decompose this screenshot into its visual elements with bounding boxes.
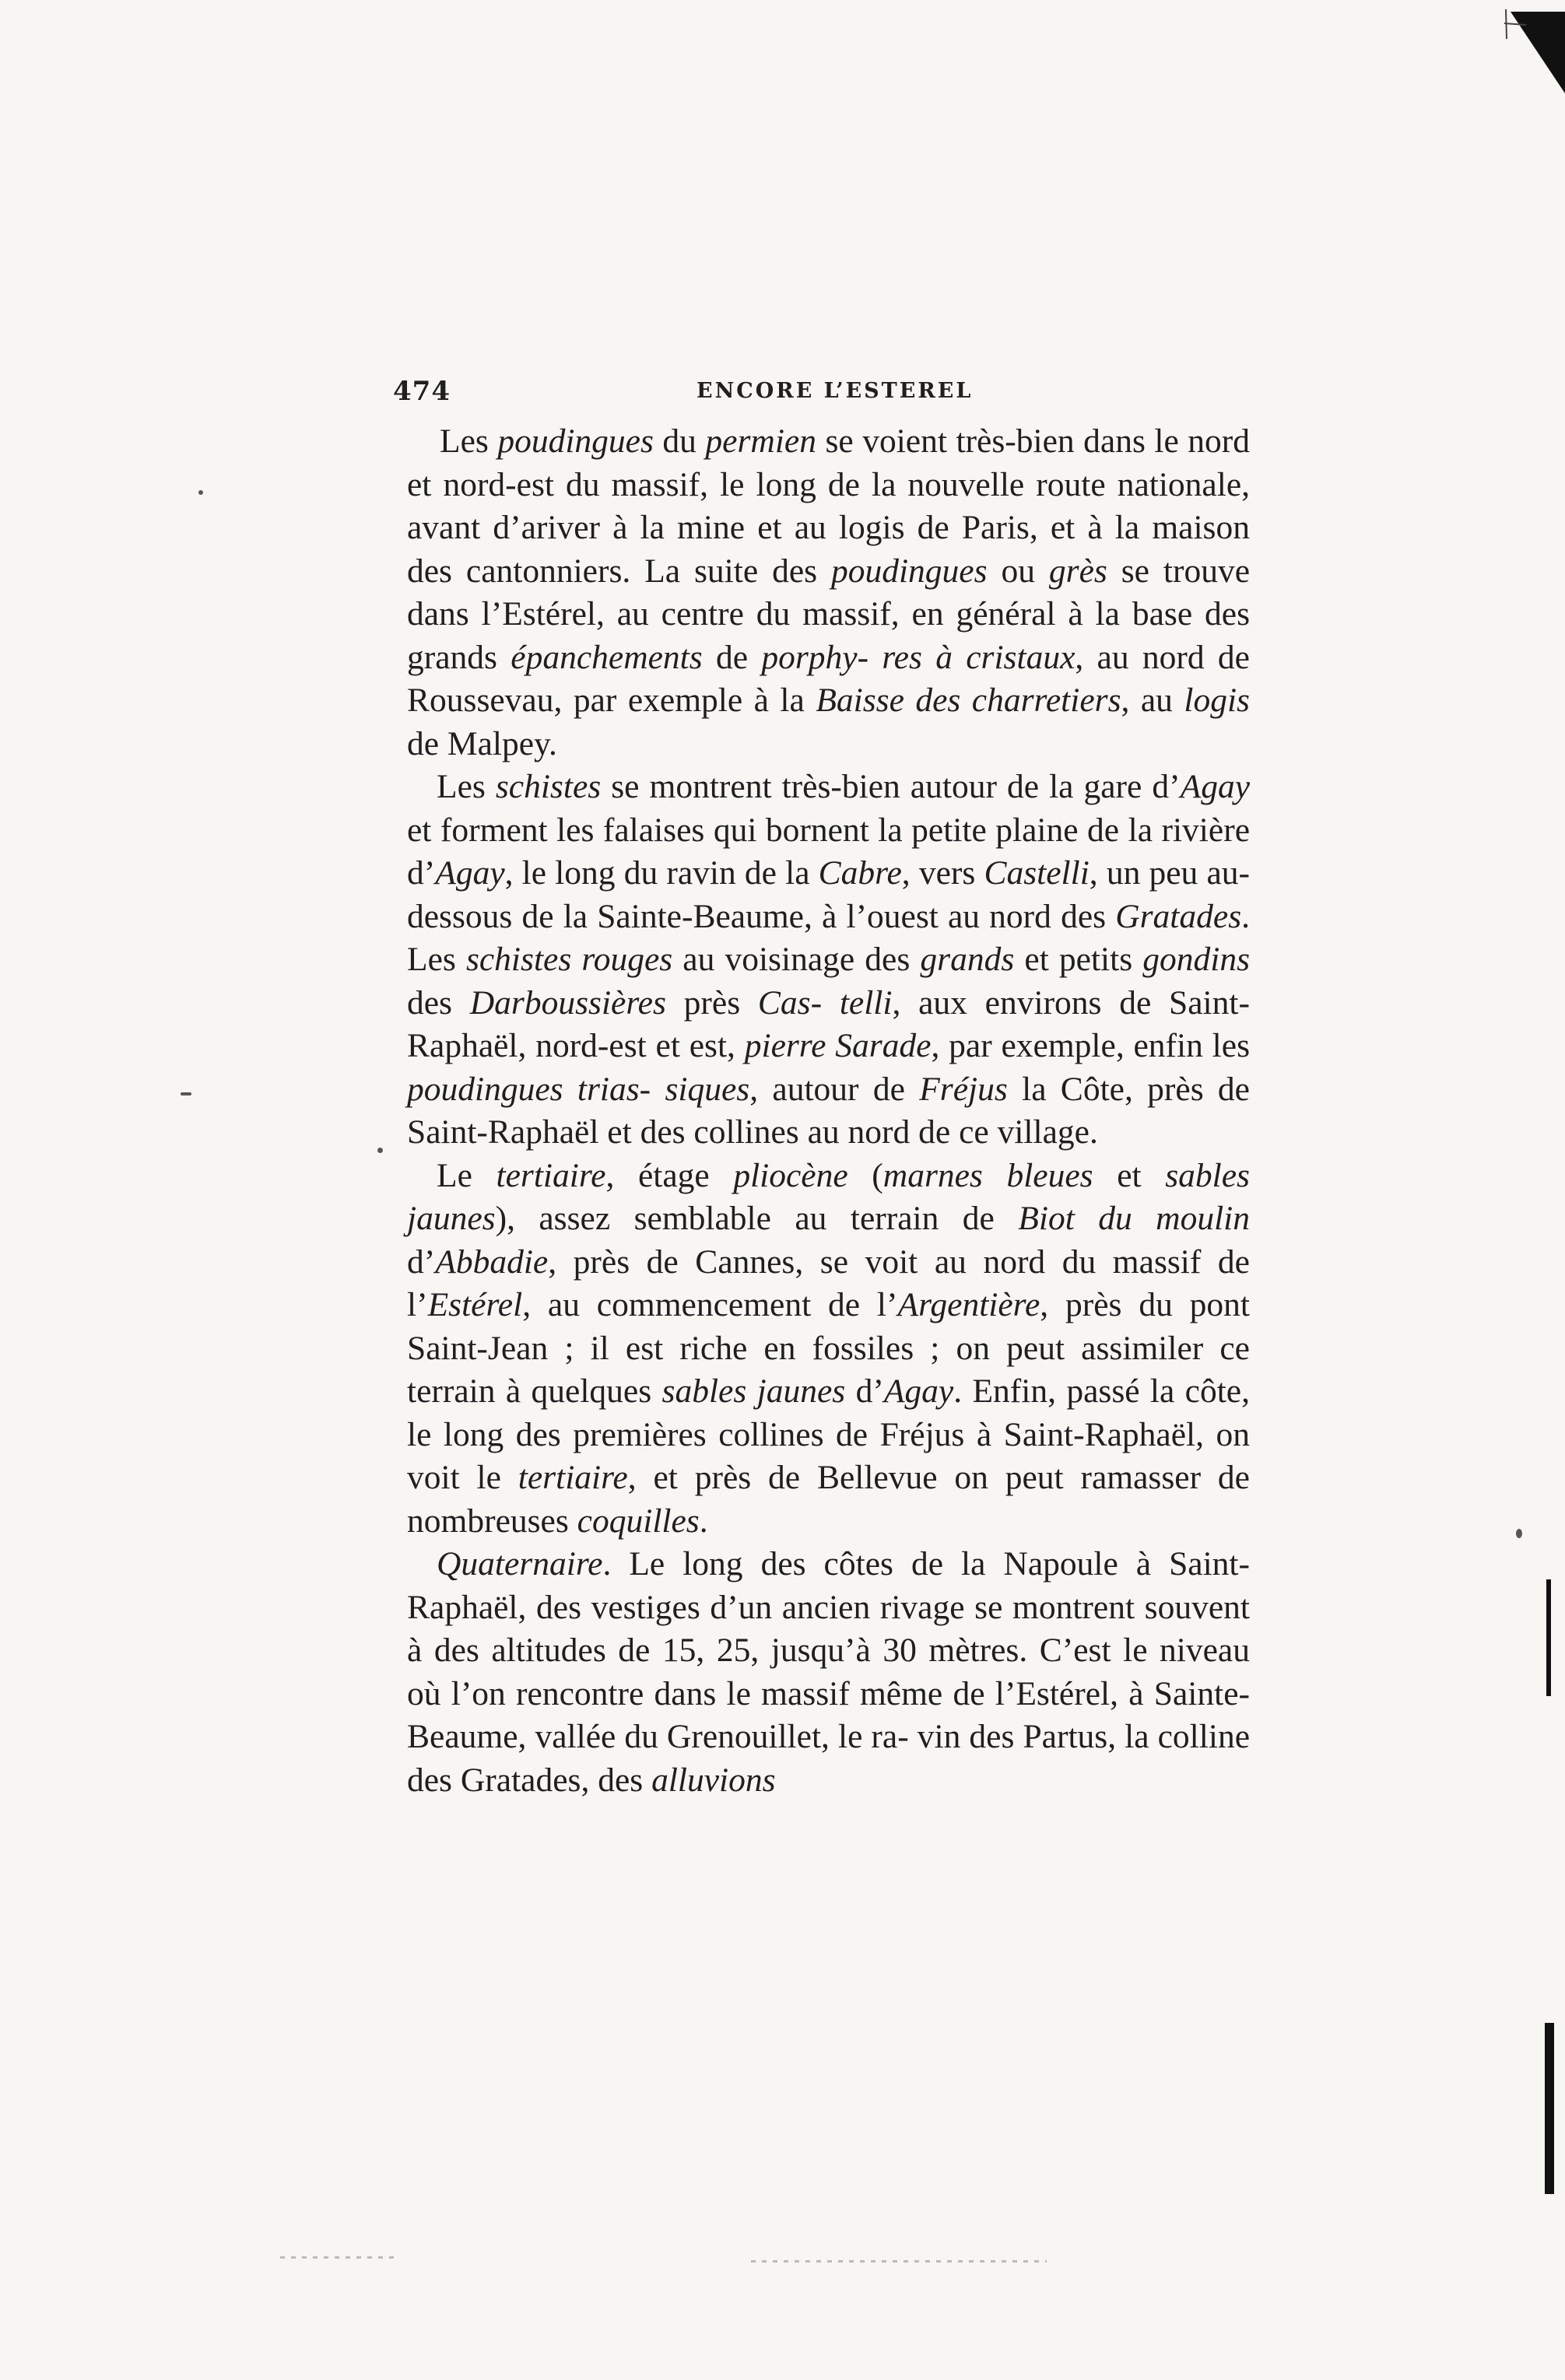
ink-speck [181, 1092, 191, 1095]
text-run: ), assez semblable au terrain de [495, 1200, 1019, 1237]
text-run: , vers [901, 854, 984, 892]
text-run: Les [440, 422, 498, 460]
italic-term: tertiaire [496, 1156, 606, 1194]
text-run: se trouve dans l’Estérel, au centre du massif, en général à la base des grands [407, 552, 1251, 676]
text-run: , près de Cannes, se voit au nord du massif de l’ [407, 1243, 1250, 1323]
text-run: au voisinage des [672, 941, 921, 978]
italic-term: poudingues [830, 552, 988, 590]
text-run: et petits [1014, 941, 1143, 978]
page-number: 474 [393, 376, 451, 407]
text-run: . Enfin, passé la côte, le long des premières collines de Fréjus à Saint-Raphaël, on voit le [407, 1372, 1250, 1496]
italic-term: Argentière [897, 1286, 1040, 1323]
text-run: Le [437, 1156, 497, 1194]
italic-term: marnes bleues [883, 1156, 1093, 1194]
ink-speck [377, 1148, 383, 1153]
text-run: , un peu au-dessous de la Sainte-Beaume, à l’ouest au nord des [407, 854, 1250, 935]
scan-smudge [280, 2256, 397, 2259]
text-run: ou [987, 552, 1049, 590]
italic-term: Cas- telli [757, 983, 893, 1022]
italic-term: Castelli [984, 854, 1090, 892]
italic-term: coquilles [577, 1502, 700, 1540]
text-run: se montrent très-bien autour de la gare d’ [601, 768, 1181, 805]
text-run: , autour de [749, 1070, 920, 1108]
text-run: , par exemple, enfin les [931, 1027, 1251, 1064]
italic-term: Estérel [427, 1286, 523, 1323]
text-run: d’ [845, 1372, 884, 1410]
running-title: ENCORE L’ESTEREL [697, 379, 974, 403]
italic-term: Baisse des charretiers [816, 682, 1121, 719]
italic-term: pliocène [733, 1156, 848, 1194]
text-run: . [699, 1502, 708, 1540]
italic-term: Agay [435, 854, 505, 892]
text-run: d’ [407, 1243, 436, 1281]
text-run: , le long du ravin de la [504, 854, 819, 892]
text-run: de [702, 638, 762, 676]
italic-term: permien [705, 422, 816, 460]
italic-term: grands [920, 941, 1015, 978]
italic-term: grès [1048, 552, 1107, 590]
text-run: , au commencement de l’ [522, 1286, 898, 1323]
page-header [393, 376, 1241, 413]
text-run: . Les [407, 897, 1250, 978]
text-run: des [407, 983, 470, 1022]
italic-term: Darboussières [469, 983, 666, 1022]
italic-term: porphy- res à cristaux [761, 638, 1075, 676]
italic-term: Gratades [1115, 897, 1242, 935]
text-run: Les [437, 768, 496, 805]
ink-speck [198, 490, 203, 495]
text-run: . Le long des côtes de la Napoule à Saint-Raphaël, des vestiges d’un ancien rivage se montrent souvent à des altitudes de 15, 25, jusqu’à 30 mètres. C’est le niveau où l’on rencontre dans le massif même de l’Estérel, à Sainte-Beaume, vallée du Grenouillet, le ra- vin des Partus, la colline des Gratades, des [407, 1545, 1250, 1799]
italic-term: logis [1184, 682, 1250, 719]
edge-scan-mark [1545, 2023, 1554, 2194]
text-run: , près du pont Saint-Jean ; il est riche en fossiles ; on peut assimiler ce terrain à quelques [407, 1286, 1250, 1410]
text-run: , au [1121, 682, 1184, 719]
text-run: et [1093, 1156, 1166, 1194]
ink-speck [1516, 1529, 1522, 1538]
italic-term: Quaternaire [437, 1545, 603, 1583]
italic-term: Abbadie [435, 1243, 549, 1281]
italic-term: sables jaunes [661, 1372, 846, 1410]
body-text [407, 420, 1250, 1802]
edge-scan-mark [1546, 1579, 1551, 1696]
italic-term: schistes rouges [465, 941, 673, 978]
text-run: se voient très-bien dans le nord et nord-est du massif, le long de la nouvelle route nationale, avant d’ariver à la mine et au logis de Paris, et à la maison des cantonniers. La suite des [407, 422, 1251, 590]
text-run: la Côte, près de Saint-Raphaël et des collines au nord de ce village. [407, 1070, 1250, 1151]
paragraph-tertiaire [407, 1155, 1250, 1544]
text-run: , au nord de Roussevau, par exemple à la [407, 638, 1250, 719]
italic-term: alluvions [651, 1761, 776, 1799]
italic-term: poudingues [497, 422, 654, 460]
italic-term: pierre Sarade [744, 1027, 932, 1064]
text-run: et forment les falaises qui bornent la petite plaine de la rivière d’ [407, 811, 1250, 892]
italic-term: épanchements [511, 638, 703, 676]
text-run: , étage [605, 1156, 734, 1194]
text-run: ( [847, 1156, 883, 1194]
corner-fold-mark [1503, 8, 1565, 93]
italic-term: tertiaire [518, 1459, 628, 1496]
italic-term: gondins [1142, 941, 1251, 978]
italic-term: poudingues trias- siques [407, 1070, 750, 1108]
italic-term: schistes [495, 768, 602, 805]
text-run: du [653, 422, 706, 460]
italic-term: Agay [1180, 768, 1251, 805]
paragraph-quaternaire [407, 1543, 1250, 1802]
italic-term: sables jaunes [407, 1156, 1250, 1237]
italic-term: Biot du moulin [1018, 1200, 1250, 1237]
scan-smudge [751, 2260, 1047, 2263]
text-run: près [665, 983, 758, 1022]
italic-term: Agay [883, 1372, 954, 1410]
paragraph-permien [407, 420, 1250, 766]
paragraph-schistes [407, 766, 1250, 1155]
text-run: , et près de Bellevue on peut ramasser de nombreuses [407, 1459, 1250, 1540]
text-run: de Malpey. [407, 724, 557, 762]
text-run: , aux environs de Saint-Raphaël, nord-est et est, [407, 983, 1250, 1064]
italic-term: Fréjus [919, 1070, 1008, 1108]
italic-term: Cabre [818, 854, 902, 892]
